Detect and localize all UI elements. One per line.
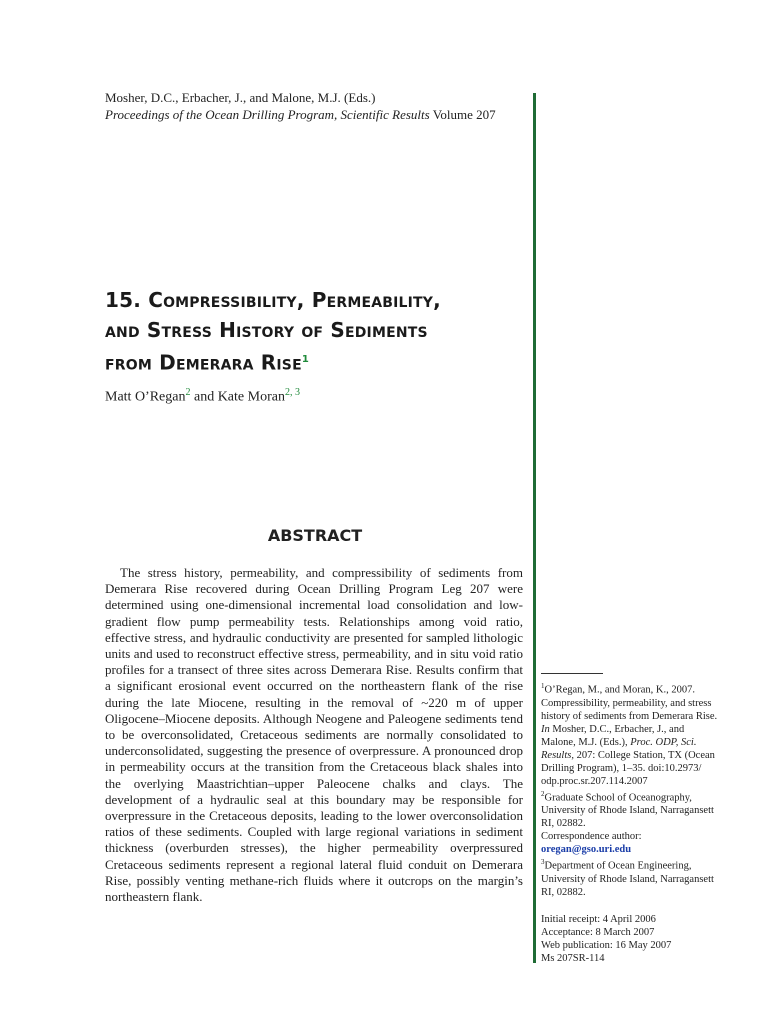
series-line (105, 106, 525, 123)
footnote-1-editors: Mosher, D.C., Erbacher, J., and Malone, M.J. (Eds.), (541, 723, 685, 748)
footnote-rule (541, 673, 603, 674)
title-line-3-text: from Demerara Rise (105, 350, 302, 375)
footnote-2 (541, 788, 719, 831)
margin-divider (533, 93, 536, 963)
abstract-text: The stress history, permeability, and compressibility of sediments from Demerara Rise recovered during Ocean Drilling Program Leg 207 were determined using one-dimensional incremental load consolidation and low-gradient flow pump permeability tests. Relationships among void ratio, effective stress, and hydraulic conductivity are presented for sampled lithologic units and used to reconstruct effective stress, permeability, and in situ void ratio profiles for a transect of three sites across Demerara Rise. Results confirm that a significant erosional event occurred on the northeastern flank of the rise during the late Miocene, resulting in the removal of ~220 m of upper Oligocene–Miocene deposits. Although Neogene and Paleogene sediments tend to be overconsolidated, Cretaceous sediments are normally consolidated to underconsolidated, suggesting the presence of overpressure. A pronounced drop in permeability occurs at the transition from the Cretaceous black shales into the overlying Maastrichtian–upper Paleocene chalks and clays. The development of a hydraulic seal at this boundary may be responsible for overpressure in the Cretaceous deposits, leading to the lower overconsolidation ratios of these sediments. Coupled with large regional variations in sediment thickness (overburden stresses), the higher permeability overpressured Cretaceous sediments represent a regional lateral fluid conduit on Demerara Rise, possibly venting methane-rich fluids where it outcrops on the margin’s northeastern flank. (105, 565, 523, 905)
editors-line: Mosher, D.C., Erbacher, J., and Malone, M.J. (Eds.) (105, 90, 376, 105)
volume-label: Volume 207 (429, 107, 496, 122)
title-line-3 (105, 345, 525, 378)
web-publication-date: Web publication: 16 May 2007 (541, 940, 672, 951)
footnote-1-citation: O’Regan, M., and Moran, K., 2007. Compressibility, permeability, and stress history of sediments from Demerara Rise. (541, 684, 718, 722)
footnote-3 (541, 856, 719, 899)
sidebar-footnotes (541, 680, 719, 899)
correspondence-label: Correspondence author: (541, 831, 642, 842)
paper-title (105, 285, 525, 378)
footnote-1-in: In (541, 723, 550, 735)
footnote-3-text: Department of Ocean Engineering, University of Rhode Island, Narragansett RI, 02882. (541, 860, 714, 898)
author-1-footnote-link[interactable]: 2 (185, 387, 191, 398)
footnote-2-number: 2 (541, 789, 545, 798)
footnote-2-text: Graduate School of Oceanography, University of Rhode Island, Narragansett RI, 02882. (541, 792, 714, 829)
title-line-1: 15. Compressibility, Permeability, (105, 288, 441, 312)
footnote-3-number: 3 (541, 858, 545, 866)
running-header (105, 89, 525, 123)
title-line-2: and Stress History of Sediments (105, 318, 428, 342)
series-title: Proceedings of the Ocean Drilling Program, Scientific Results (105, 107, 430, 122)
publication-dates (541, 913, 719, 965)
manuscript-number: Ms 207SR-114 (541, 953, 605, 964)
footnote-1-number: 1 (541, 682, 545, 690)
authors (105, 387, 300, 406)
footnote-1-doi[interactable]: 207: College Station, TX (Ocean Drilling Program), 1–35. doi:10.2973/ odp.proc.sr.207.114.2007 (541, 749, 715, 787)
correspondence-email-link[interactable]: oregan@gso.uri.edu (541, 844, 632, 855)
footnote-1-proc: Proc. ODP, Sci. Results, (541, 736, 697, 761)
author-1: Matt O’Regan (105, 389, 186, 405)
initial-receipt: Initial receipt: 4 April 2006 (541, 914, 656, 925)
author-2: and Kate Moran (190, 389, 285, 405)
acceptance-date: Acceptance: 8 March 2007 (541, 927, 655, 938)
title-footnote-link[interactable]: 1 (301, 354, 310, 365)
abstract-heading: ABSTRACT (267, 526, 363, 545)
footnote-1 (541, 680, 719, 788)
author-2-footnote-link[interactable]: 2, 3 (284, 387, 300, 398)
